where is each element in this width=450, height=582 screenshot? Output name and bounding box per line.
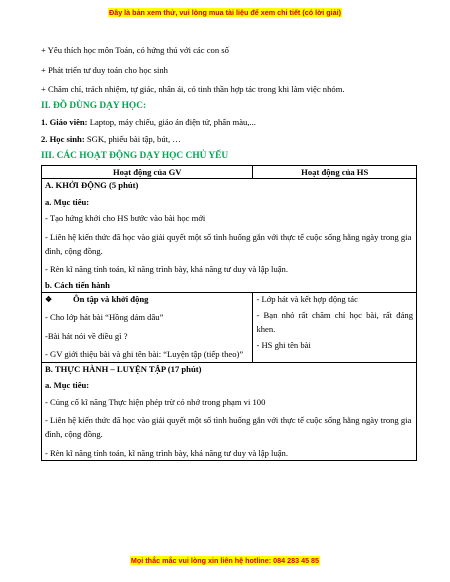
preview-notice-banner: Đây là bản xem thử, vui lòng mua tài liệu để xem chi tiết (có lời giải) [109, 8, 341, 17]
hotline-banner: Mọi thắc mắc vui lòng xin liên hệ hotline: 084 283 45 85 [130, 556, 320, 565]
part-b-title: B. THỰC HÀNH – LUYỆN TẬP (17 phút) [45, 363, 202, 374]
diamond-bullet-icon: ❖ [45, 295, 53, 305]
column-header-student: Hoạt động của HS [253, 166, 417, 179]
lesson-plan-body [41, 44, 417, 461]
part-b-cell [42, 362, 417, 461]
warmup-hs-step: - Bạn nhỏ rất chăm chỉ học bài, rất đáng khen. [256, 309, 413, 334]
part-a-title: A. KHỞI ĐỘNG (5 phút) [45, 180, 139, 191]
part-a-goal: - Tạo hứng khởi cho HS bước vào bài học mới [45, 213, 206, 224]
part-a-goal: - Liên hệ kiến thức đã học vào giải quyết một số tình huống gắn với thực tế cuộc sống hằng ngày trong gia đình, cộng đồng. [45, 231, 412, 256]
warmup-teacher-cell [42, 293, 253, 362]
bullet-line: + Yêu thích học môn Toán, có hứng thú với các con số [41, 45, 229, 55]
part-b-goal-label: a. Mục tiêu: [45, 380, 90, 391]
part-b-goal: - Củng cố kĩ năng Thực hiện phép trừ có nhớ trong phạm vi 100 [45, 396, 266, 407]
part-a-method-label: b. Cách tiến hành [45, 279, 110, 290]
part-a-goal: - Rèn kĩ năng tính toán, kĩ năng trình bày, khả năng tư duy và lập luận. [45, 264, 289, 275]
part-b-goal: - Liên hệ kiến thức đã học vào giải quyết một số tình huống gắn với thực tế cuộc sống hằng ngày trong gia đình, cộng đồng. [45, 415, 412, 440]
column-header-teacher: Hoạt động của GV [42, 166, 253, 179]
warmup-student-cell [253, 293, 417, 362]
teacher-materials: 1. Giáo viên: Laptop, máy chiếu, giáo án điện tử, phấn màu,... [41, 117, 256, 128]
section-heading-materials: II. ĐỒ DÙNG DẠY HỌC: [41, 100, 147, 111]
activities-table [41, 165, 417, 461]
part-a-goal-label: a. Mục tiêu: [45, 196, 90, 207]
warmup-gv-step: - GV giới thiệu bài và ghi tên bài: “Luyện tập (tiếp theo)” [45, 349, 244, 360]
part-b-goal: - Rèn kĩ năng tính toán, kĩ năng trình bày, khả năng tư duy và lập luận. [45, 447, 289, 458]
warmup-hs-step: - Lớp hát và kết hợp động tác [256, 294, 358, 305]
section-heading-activities: III. CÁC HOẠT ĐỘNG DẠY HỌC CHỦ YẾU [41, 150, 229, 161]
warmup-hs-step: - HS ghi tên bài [256, 340, 311, 351]
warmup-gv-step: - Cho lớp hát bài “Hồng dám dâu” [45, 311, 164, 322]
warmup-title: ❖ Ôn tập và khởi động [45, 293, 249, 307]
warmup-gv-step: -Bài hát nói về điều gì ? [45, 330, 128, 341]
bullet-line: + Phát triển tư duy toán cho học sinh [41, 64, 168, 75]
part-a-cell [42, 179, 417, 293]
student-materials: 2. Học sinh: SGK, phiếu bài tập, bút, … [41, 133, 181, 144]
bullet-line: + Chăm chỉ, trách nhiệm, tự giác, nhân ái, có tinh thần hợp tác trong khi làm việc nhóm. [41, 84, 345, 95]
